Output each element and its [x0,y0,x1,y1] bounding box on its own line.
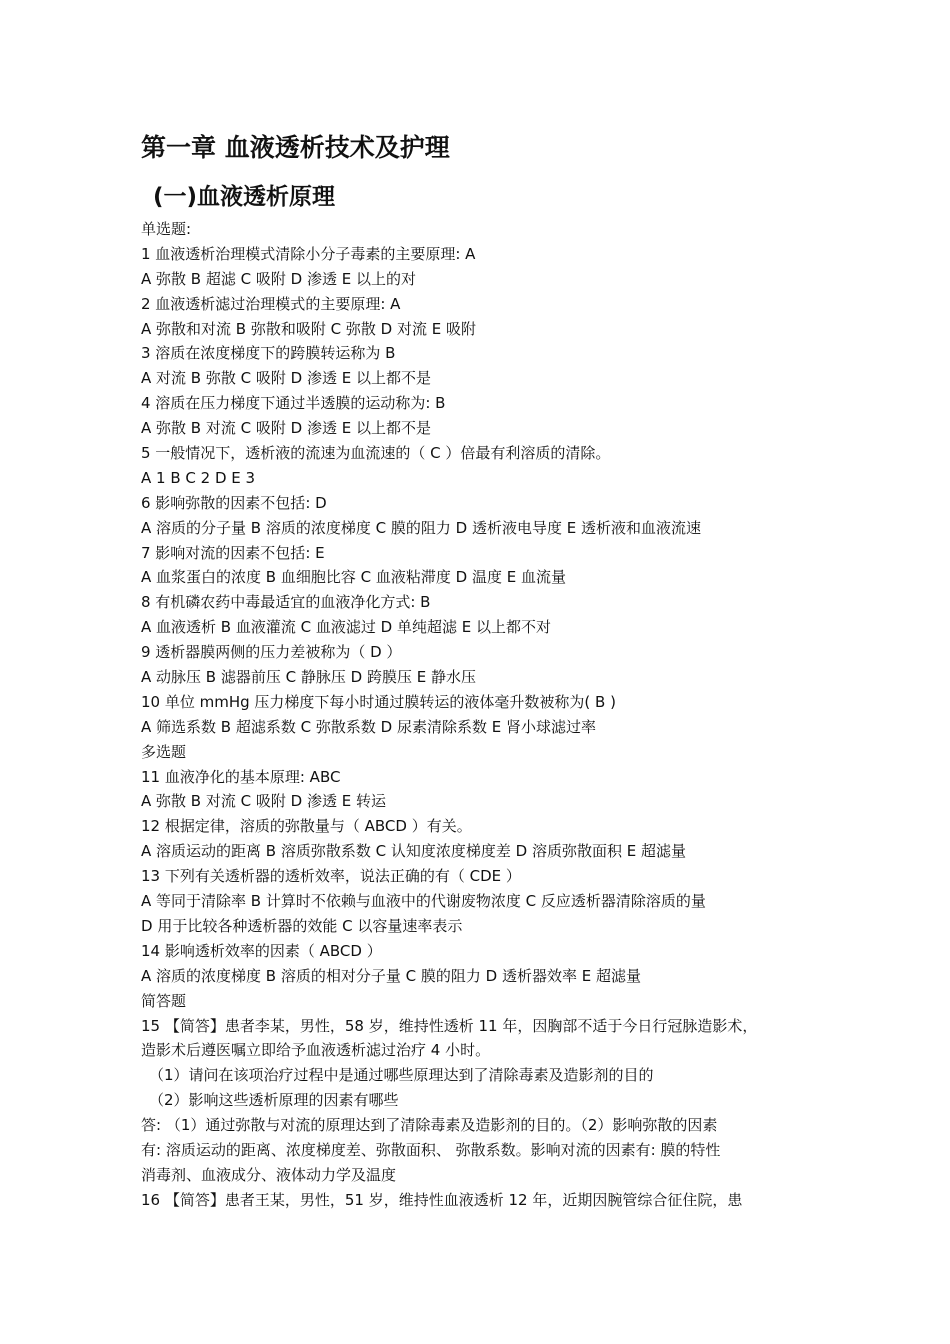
chapter-title: 第一章 血液透析技术及护理 [141,133,450,162]
text-line: A 1 B C 2 D E 3 [141,468,256,487]
text-line: A 溶质的分子量 B 溶质的浓度梯度 C 膜的阻力 D 透析液电导度 E 透析液和血液流速 [141,518,701,537]
text-line: 有: 溶质运动的距离、浓度梯度差、弥散面积、 弥散系数。影响对流的因素有: 膜的特性 [141,1140,721,1159]
question-text [141,217,831,1213]
section-title: (一)血液透析原理 [153,184,336,210]
text-line: 答: （1）通过弥散与对流的原理达到了清除毒素及造影剂的目的。（2）影响弥散的因素 [141,1116,718,1135]
text-line: 3 溶质在浓度梯度下的跨膜转运称为 B [141,344,396,363]
text-line: 4 溶质在压力梯度下通过半透膜的运动称为: B [141,394,446,413]
text-line: 5 一般情况下，透析液的流速为血流速的（ C ）倍最有利溶质的清除。 [141,444,611,463]
text-line: A 筛选系数 B 超滤系数 C 弥散系数 D 尿素清除系数 E 肾小球滤过率 [141,717,596,736]
text-line: 15 【简答】患者李某，男性，58 岁，维持性透析 11 年，因胸部不适于今日行冠脉造影术， [141,1016,758,1035]
text-line: 8 有机磷农药中毒最适宜的血液净化方式: B [141,593,431,612]
text-line: 13 下列有关透析器的透析效率，说法正确的有（ CDE ） [141,867,521,886]
text-line: 16 【简答】患者王某，男性，51 岁，维持性血液透析 12 年，近期因腕管综合征住院，患 [141,1190,743,1209]
text-line: A 血浆蛋白的浓度 B 血细胞比容 C 血液粘滞度 D 温度 E 血流量 [141,568,566,587]
text-line: 7 影响对流的因素不包括: E [141,543,325,562]
text-line: A 血液透析 B 血液灌流 C 血液滤过 D 单纯超滤 E 以上都不对 [141,618,551,637]
text-line: 造影术后遵医嘱立即给予血液透析滤过治疗 4 小时。 [141,1041,491,1060]
text-line: A 弥散 B 超滤 C 吸附 D 渗透 E 以上的对 [141,269,416,288]
text-line: A 弥散 B 对流 C 吸附 D 渗透 E 转运 [141,792,386,811]
text-line: A 动脉压 B 滤器前压 C 静脉压 D 跨膜压 E 静水压 [141,668,476,687]
text-line: 消毒剂、血液成分、液体动力学及温度 [141,1165,397,1184]
text-line: 10 单位 mmHg 压力梯度下每小时通过膜转运的液体毫升数被称为( B ) [141,692,616,711]
text-line: 11 血液净化的基本原理: ABC [141,767,341,786]
text-line: 9 透析器膜两侧的压力差被称为（ D ） [141,643,402,662]
text-line: 2 血液透析滤过治理模式的主要原理: A [141,294,401,313]
text-line: 6 影响弥散的因素不包括: D [141,493,327,512]
text-line: A 等同于清除率 B 计算时不依赖与血液中的代谢废物浓度 C 反应透析器清除溶质的量 [141,892,706,911]
text-line: D 用于比较各种透析器的效能 C 以容量速率表示 [141,916,463,935]
text-line: 多选题 [141,742,187,761]
text-line: 简答题 [141,991,187,1010]
text-line: 12 根据定律，溶质的弥散量与（ ABCD ）有关。 [141,817,472,836]
text-line: A 弥散和对流 B 弥散和吸附 C 弥散 D 对流 E 吸附 [141,319,476,338]
text-line: 单选题: [141,220,192,238]
text-line: A 对流 B 弥散 C 吸附 D 渗透 E 以上都不是 [141,369,431,388]
text-line: A 弥散 B 对流 C 吸附 D 渗透 E 以上都不是 [141,419,431,438]
document-page [141,128,831,1213]
text-line: 1 血液透析治理模式清除小分子毒素的主要原理: A [141,244,476,263]
text-line: （1）请问在该项治疗过程中是通过哪些原理达到了清除毒素及造影剂的目的 [149,1066,654,1085]
text-line: A 溶质运动的距离 B 溶质弥散系数 C 认知度浓度梯度差 D 溶质弥散面积 E 超滤量 [141,842,686,861]
text-line: 14 影响透析效率的因素（ ABCD ） [141,941,382,960]
text-line: （2）影响这些透析原理的因素有哪些 [149,1091,399,1110]
text-line: A 溶质的浓度梯度 B 溶质的相对分子量 C 膜的阻力 D 透析器效率 E 超滤量 [141,966,641,985]
